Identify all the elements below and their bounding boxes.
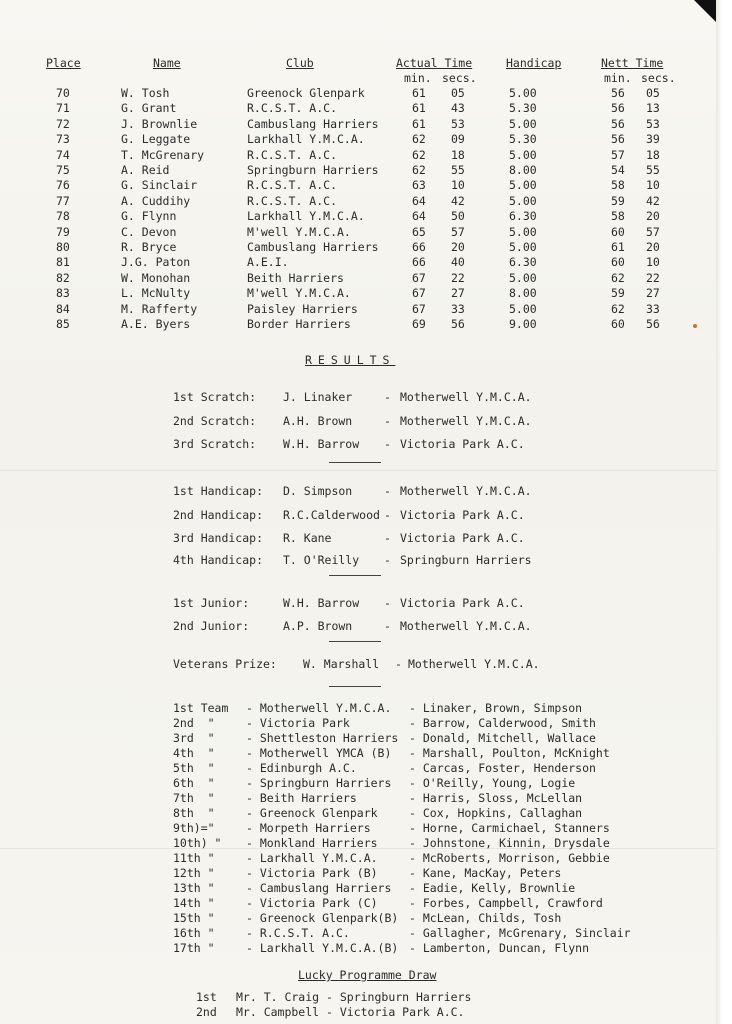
row-nett-sec: 05	[646, 86, 660, 100]
header-actual-min: min.	[404, 71, 432, 85]
row-actual-sec: 57	[451, 224, 465, 239]
row-actual-sec: 50	[451, 209, 465, 224]
team-position: 11th "	[173, 851, 215, 865]
row-actual-min: 64	[412, 209, 426, 224]
result-dash: -	[384, 553, 391, 567]
lucky-position: 1st	[196, 990, 217, 1004]
row-actual-sec: 43	[451, 101, 465, 116]
row-club: R.C.S.T. A.C.	[247, 178, 338, 193]
row-actual-min: 63	[412, 178, 426, 193]
row-nett-sec: 33	[646, 301, 660, 316]
row-name: G. Grant	[121, 101, 177, 116]
row-handicap: 5.00	[509, 240, 537, 254]
row-nett-sec: 53	[646, 116, 660, 131]
row-actual-sec: 53	[451, 116, 465, 131]
row-actual-min: 62	[412, 163, 426, 177]
row-nett-min: 56	[611, 86, 625, 100]
result-name: J. Linaker	[283, 390, 353, 404]
row-actual-min: 67	[412, 286, 426, 301]
row-actual-min: 66	[412, 255, 426, 270]
row-place: 81	[56, 255, 70, 270]
row-place: 75	[56, 163, 70, 177]
row-actual-min: 61	[412, 116, 426, 131]
result-label: 1st Scratch:	[173, 390, 257, 404]
result-label: 3rd Handicap:	[173, 531, 264, 545]
row-name: J. Brownlie	[121, 116, 198, 131]
result-club: Victoria Park A.C.	[400, 508, 525, 522]
row-actual-min: 65	[412, 224, 426, 239]
row-club: Greenock Glenpark	[247, 86, 365, 100]
row-place: 71	[56, 101, 70, 116]
row-handicap: 8.00	[509, 163, 537, 177]
row-nett-min: 56	[611, 132, 625, 147]
team-members: - Kane, MacKay, Peters	[409, 866, 562, 880]
team-members: - Marshall, Poulton, McKnight	[409, 746, 610, 760]
row-handicap: 5.30	[509, 132, 537, 147]
result-dash: -	[384, 390, 391, 404]
paper-mark	[693, 324, 697, 328]
row-actual-sec: 56	[451, 317, 465, 331]
row-handicap: 5.00	[509, 270, 537, 285]
team-position: 16th "	[173, 926, 215, 940]
row-handicap: 5.00	[509, 147, 537, 162]
row-nett-min: 58	[611, 209, 625, 224]
team-members: - McRoberts, Morrison, Gebbie	[409, 851, 610, 865]
team-club: - Motherwell YMCA (B)	[246, 746, 392, 760]
row-name: A.E. Byers	[121, 317, 191, 331]
row-actual-sec: 42	[451, 193, 465, 208]
result-club: Motherwell Y.M.C.A.	[400, 484, 532, 498]
team-members: - Forbes, Campbell, Crawford	[409, 896, 603, 910]
result-club: Victoria Park A.C.	[400, 531, 525, 545]
result-dash: -	[384, 596, 391, 610]
row-actual-sec: 22	[451, 270, 465, 285]
result-name: T. O'Reilly	[283, 553, 360, 567]
team-club: - Shettleston Harriers	[246, 731, 399, 745]
team-members: - Eadie, Kelly, Brownlie	[409, 881, 576, 895]
row-name: L. McNulty	[121, 286, 191, 301]
row-nett-min: 59	[611, 193, 625, 208]
result-name: W.H. Barrow	[283, 437, 360, 451]
row-name: G. Leggate	[121, 132, 191, 147]
section-separator	[329, 462, 381, 463]
row-handicap: 8.00	[509, 286, 537, 301]
section-separator	[329, 641, 381, 642]
row-name: T. McGrenary	[121, 147, 205, 162]
row-name: G. Sinclair	[121, 178, 198, 193]
team-members: - Carcas, Foster, Henderson	[409, 761, 596, 775]
row-actual-sec: 27	[451, 286, 465, 301]
row-place: 83	[56, 286, 70, 301]
row-handicap: 5.00	[509, 178, 537, 193]
header-handicap: Handicap	[506, 56, 562, 70]
team-position: 5th "	[173, 761, 215, 775]
team-club: - Beith Harriers	[246, 791, 357, 805]
result-dash: -	[384, 619, 391, 633]
row-actual-min: 62	[412, 132, 426, 147]
row-place: 72	[56, 116, 70, 131]
team-members: - O'Reilly, Young, Logie	[409, 776, 576, 790]
team-club: - Springburn Harriers	[246, 776, 392, 790]
row-nett-min: 62	[611, 301, 625, 316]
result-label: 2nd Scratch:	[173, 414, 257, 428]
row-club: A.E.I.	[247, 255, 289, 270]
row-handicap: 5.00	[509, 224, 537, 239]
result-dash: -	[384, 414, 391, 428]
row-actual-min: 66	[412, 240, 426, 254]
result-label: 2nd Junior:	[173, 619, 250, 633]
team-position: 6th "	[173, 776, 215, 790]
team-position: 2nd "	[173, 716, 215, 730]
row-name: C. Devon	[121, 224, 177, 239]
team-club: - Monkland Harriers	[246, 836, 378, 850]
result-club: Victoria Park A.C.	[400, 596, 525, 610]
row-place: 84	[56, 301, 70, 316]
header-place: Place	[46, 56, 81, 70]
row-club: Larkhall Y.M.C.A.	[247, 132, 365, 147]
team-position: 12th "	[173, 866, 215, 880]
section-separator	[329, 575, 381, 576]
row-place: 78	[56, 209, 70, 224]
row-club: Larkhall Y.M.C.A.	[247, 209, 365, 224]
team-club: - R.C.S.T. A.C.	[246, 926, 350, 940]
row-nett-min: 60	[611, 224, 625, 239]
result-label: 1st Junior:	[173, 596, 250, 610]
row-handicap: 6.30	[509, 209, 537, 224]
row-handicap: 5.00	[509, 116, 537, 131]
row-nett-sec: 56	[646, 317, 660, 331]
row-name: W. Tosh	[121, 86, 170, 100]
result-label: 3rd Scratch:	[173, 437, 257, 451]
row-actual-sec: 55	[451, 163, 465, 177]
team-members: - Barrow, Calderwood, Smith	[409, 716, 596, 730]
row-name: M. Rafferty	[121, 301, 198, 316]
row-place: 77	[56, 193, 70, 208]
result-club: Motherwell Y.M.C.A.	[400, 414, 532, 428]
row-nett-sec: 10	[646, 255, 660, 270]
row-actual-sec: 05	[451, 86, 465, 100]
row-name: A. Reid	[121, 163, 170, 177]
veterans-label: Veterans Prize:	[173, 657, 277, 671]
result-label: 1st Handicap:	[173, 484, 264, 498]
team-position: 1st Team	[173, 701, 229, 715]
row-nett-min: 59	[611, 286, 625, 301]
team-position: 10th) "	[173, 836, 222, 850]
row-place: 76	[56, 178, 70, 193]
row-club: Beith Harriers	[247, 270, 344, 285]
result-club: Motherwell Y.M.C.A.	[400, 619, 532, 633]
row-place: 79	[56, 224, 70, 239]
team-members: - Harris, Sloss, McLellan	[409, 791, 583, 805]
header-actual-time: Actual Time	[396, 56, 473, 70]
row-nett-min: 60	[611, 255, 625, 270]
team-members: - Gallagher, McGrenary, Sinclair	[409, 926, 631, 940]
page-corner	[694, 0, 716, 22]
team-club: - Greenock Glenpark	[246, 806, 378, 820]
section-separator	[329, 686, 381, 687]
row-club: R.C.S.T. A.C.	[247, 193, 338, 208]
lucky-winner: Mr. Campbell - Victoria Park A.C.	[236, 1005, 465, 1019]
row-handicap: 9.00	[509, 317, 537, 331]
row-name: J.G. Paton	[121, 255, 191, 270]
result-name: A.H. Brown	[283, 414, 353, 428]
team-club: - Cambuslang Harriers	[246, 881, 392, 895]
row-name: G. Flynn	[121, 209, 177, 224]
row-nett-sec: 10	[646, 178, 660, 193]
results-title: RESULTS	[305, 353, 396, 367]
team-position: 15th "	[173, 911, 215, 925]
team-club: - Victoria Park (C)	[246, 896, 378, 910]
row-nett-min: 60	[611, 317, 625, 331]
row-place: 73	[56, 132, 70, 147]
team-members: - Johnstone, Kinnin, Drysdale	[409, 836, 610, 850]
team-position: 13th "	[173, 881, 215, 895]
row-actual-sec: 33	[451, 301, 465, 316]
row-nett-min: 56	[611, 116, 625, 131]
team-position: 17th "	[173, 941, 215, 955]
row-nett-min: 57	[611, 147, 625, 162]
row-club: Cambuslang Harriers	[247, 116, 379, 131]
header-nett-secs: secs.	[641, 71, 676, 85]
team-club: - Motherwell Y.M.C.A.	[246, 701, 392, 715]
team-members: - Cox, Hopkins, Callaghan	[409, 806, 583, 820]
team-position: 14th "	[173, 896, 215, 910]
row-name: A. Cuddihy	[121, 193, 191, 208]
result-dash: -	[384, 508, 391, 522]
row-club: M'well Y.M.C.A.	[247, 224, 351, 239]
team-members: - Donald, Mitchell, Wallace	[409, 731, 596, 745]
row-place: 74	[56, 147, 70, 162]
lucky-position: 2nd	[196, 1005, 217, 1019]
row-handicap: 6.30	[509, 255, 537, 270]
result-dash: -	[384, 484, 391, 498]
row-nett-min: 62	[611, 270, 625, 285]
result-name: A.P. Brown	[283, 619, 353, 633]
row-nett-sec: 57	[646, 224, 660, 239]
team-club: - Morpeth Harriers	[246, 821, 371, 835]
row-nett-sec: 20	[646, 240, 660, 254]
result-club: Victoria Park A.C.	[400, 437, 525, 451]
result-name: R. Kane	[283, 531, 332, 545]
result-label: 4th Handicap:	[173, 553, 264, 567]
row-actual-sec: 40	[451, 255, 465, 270]
result-name: W.H. Barrow	[283, 596, 360, 610]
row-nett-min: 61	[611, 240, 625, 254]
row-actual-sec: 09	[451, 132, 465, 147]
row-place: 85	[56, 317, 70, 331]
row-nett-sec: 20	[646, 209, 660, 224]
row-nett-sec: 42	[646, 193, 660, 208]
row-handicap: 5.30	[509, 101, 537, 116]
row-nett-min: 58	[611, 178, 625, 193]
row-actual-min: 61	[412, 86, 426, 100]
row-handicap: 5.00	[509, 193, 537, 208]
header-club: Club	[286, 56, 314, 70]
row-nett-sec: 13	[646, 101, 660, 116]
result-dash: -	[384, 437, 391, 451]
row-place: 80	[56, 240, 70, 254]
lucky-draw-title: Lucky Programme Draw	[298, 968, 437, 982]
row-actual-min: 61	[412, 101, 426, 116]
team-club: - Larkhall Y.M.C.A.(B)	[246, 941, 399, 955]
team-club: - Edinburgh A.C.	[246, 761, 357, 775]
fold-line	[0, 470, 716, 471]
team-members: - Horne, Carmichael, Stanners	[409, 821, 610, 835]
team-position: 7th "	[173, 791, 215, 805]
row-club: Paisley Harriers	[247, 301, 358, 316]
row-handicap: 5.00	[509, 86, 537, 100]
result-label: 2nd Handicap:	[173, 508, 264, 522]
header-name: Name	[153, 56, 181, 70]
row-place: 70	[56, 86, 70, 100]
row-actual-sec: 10	[451, 178, 465, 193]
row-club: M'well Y.M.C.A.	[247, 286, 351, 301]
row-nett-sec: 39	[646, 132, 660, 147]
row-actual-min: 67	[412, 270, 426, 285]
row-club: Springburn Harriers	[247, 163, 379, 177]
row-actual-min: 67	[412, 301, 426, 316]
row-actual-sec: 20	[451, 240, 465, 254]
team-position: 3rd "	[173, 731, 215, 745]
row-actual-min: 64	[412, 193, 426, 208]
header-nett-min: min.	[604, 71, 632, 85]
team-members: - Lamberton, Duncan, Flynn	[409, 941, 590, 955]
row-nett-sec: 18	[646, 147, 660, 162]
row-club: Border Harriers	[247, 317, 351, 331]
page-edge	[716, 0, 732, 1024]
header-nett-time: Nett Time	[601, 56, 664, 70]
result-dash: -	[384, 531, 391, 545]
veterans-name: W. Marshall	[303, 657, 380, 671]
result-club: Motherwell Y.M.C.A.	[400, 390, 532, 404]
lucky-winner: Mr. T. Craig - Springburn Harriers	[236, 990, 472, 1004]
row-nett-sec: 27	[646, 286, 660, 301]
row-nett-sec: 55	[646, 163, 660, 177]
team-position: 4th "	[173, 746, 215, 760]
row-club: Cambuslang Harriers	[247, 240, 379, 254]
result-name: D. Simpson	[283, 484, 353, 498]
team-club: - Greenock Glenpark(B)	[246, 911, 399, 925]
row-club: R.C.S.T. A.C.	[247, 147, 338, 162]
row-nett-min: 54	[611, 163, 625, 177]
team-position: 8th "	[173, 806, 215, 820]
result-club: Springburn Harriers	[400, 553, 532, 567]
result-name: R.C.Calderwood	[283, 508, 380, 522]
row-actual-sec: 18	[451, 147, 465, 162]
header-actual-secs: secs.	[442, 71, 477, 85]
team-position: 9th)="	[173, 821, 215, 835]
team-members: - McLean, Childs, Tosh	[409, 911, 562, 925]
veterans-club: Motherwell Y.M.C.A.	[408, 657, 540, 671]
team-members: - Linaker, Brown, Simpson	[409, 701, 583, 715]
team-club: - Victoria Park (B)	[246, 866, 378, 880]
veterans-dash: -	[395, 657, 402, 671]
row-place: 82	[56, 270, 70, 285]
row-nett-min: 56	[611, 101, 625, 116]
row-handicap: 5.00	[509, 301, 537, 316]
team-club: - Victoria Park	[246, 716, 350, 730]
row-nett-sec: 22	[646, 270, 660, 285]
team-club: - Larkhall Y.M.C.A.	[246, 851, 378, 865]
row-club: R.C.S.T. A.C.	[247, 101, 338, 116]
row-actual-min: 62	[412, 147, 426, 162]
row-actual-min: 69	[412, 317, 426, 331]
row-name: R. Bryce	[121, 240, 177, 254]
row-name: W. Monohan	[121, 270, 191, 285]
